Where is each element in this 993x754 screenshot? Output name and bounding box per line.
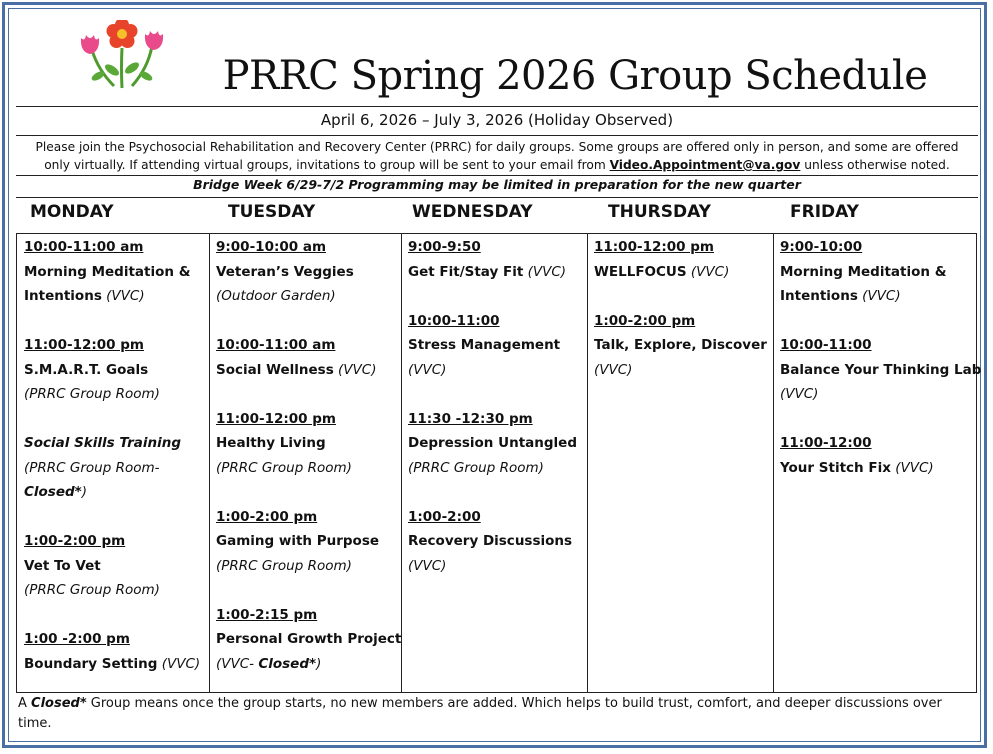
group-name: Get Fit/Stay Fit <box>408 263 524 280</box>
group-entry <box>24 529 200 603</box>
group-name: S.M.A.R.T. Goals <box>24 361 149 378</box>
group-time: 10:00-11:00 <box>408 312 500 329</box>
column-divider <box>773 233 774 693</box>
group-entry <box>408 309 577 383</box>
group-location: (VVC) <box>862 288 901 304</box>
group-location: (VVC) <box>408 361 447 378</box>
date-range: April 6, 2026 – July 3, 2026 (Holiday Observed) <box>320 111 674 129</box>
group-name: Personal Growth Project <box>216 631 402 647</box>
day-header-friday: FRIDAY <box>790 202 859 222</box>
group-name: Vet To Vet <box>24 557 101 574</box>
group-name: Talk, Explore, Discover <box>594 337 767 353</box>
group-name: Morning Meditation & <box>780 263 947 280</box>
group-location: (PRRC Group Room) <box>216 459 352 476</box>
group-entry <box>216 603 401 677</box>
group-name: Morning Meditation & <box>24 263 191 280</box>
group-location: (VVC) <box>780 386 819 402</box>
friday-column <box>780 235 981 505</box>
group-location-end: ) <box>81 484 88 500</box>
group-location: (PRRC Group Room) <box>24 582 160 598</box>
group-location: (VVC- <box>216 655 259 672</box>
group-time: 10:00-11:00 am <box>216 337 336 353</box>
monday-column <box>24 235 200 701</box>
group-entry <box>24 431 200 505</box>
footnote-text: Group means once the group starts, no new members are added. Which helps to build trust, comfort, and deeper discussions over time. <box>18 696 942 731</box>
group-location: (PRRC Group Room) <box>24 386 160 402</box>
closed-group-footnote <box>18 694 978 734</box>
group-time: 10:00-11:00 <box>780 337 872 353</box>
group-name: WELLFOCUS <box>594 263 687 280</box>
intro-text-end: unless otherwise noted. <box>800 158 950 172</box>
intro-text-start: Please join the Psychosocial Rehabilitation and Recovery Center (PRRC) for daily groups. Some groups are offered only in person, and some are offered only virtually. If attending virtual groups, invitations to group will be sent to your email from <box>35 140 959 172</box>
group-entry <box>780 431 981 480</box>
group-entry <box>24 235 200 309</box>
group-entry <box>408 235 577 284</box>
column-divider <box>587 233 588 693</box>
group-location-end: ) <box>316 655 322 672</box>
group-time: 10:00-11:00 am <box>24 239 144 255</box>
group-location: (PRRC Group Room- <box>24 459 160 476</box>
divider <box>16 135 978 136</box>
group-name: Intentions <box>24 288 102 304</box>
group-time: 1:00-2:00 <box>408 508 481 525</box>
group-name: Your Stitch Fix <box>780 459 891 476</box>
closed-marker: Closed* <box>24 484 82 500</box>
group-entry <box>780 333 981 407</box>
group-time: 9:00-9:50 <box>408 239 481 255</box>
group-time: 9:00-10:00 <box>780 239 863 255</box>
group-name: Stress Management <box>408 337 561 353</box>
bridge-week-note: Bridge Week 6/29-7/2 Programming may be limited in preparation for the new quarter <box>193 177 801 192</box>
email-link[interactable]: Video.Appointment@va.gov <box>609 158 801 172</box>
divider <box>16 106 978 107</box>
group-time: 11:00-12:00 pm <box>594 239 714 255</box>
group-name: Depression Untangled <box>408 435 577 451</box>
closed-marker: Closed* <box>258 655 317 672</box>
group-entry <box>408 407 577 481</box>
group-name: Boundary Setting <box>24 655 158 672</box>
tuesday-column <box>216 235 401 701</box>
group-time: 11:30 -12:30 pm <box>408 410 533 427</box>
day-header-thursday: THURSDAY <box>608 202 711 222</box>
group-location: (Outdoor Garden) <box>216 288 336 304</box>
group-time: 9:00-10:00 am <box>216 239 327 255</box>
group-name: Gaming with Purpose <box>216 533 380 549</box>
day-header-wednesday: WEDNESDAY <box>412 202 533 222</box>
group-entry <box>216 333 401 382</box>
group-name: Recovery Discussions <box>408 533 573 549</box>
closed-marker: Closed* <box>31 696 87 711</box>
group-name: Social Wellness <box>216 361 334 378</box>
group-time: 11:00-12:00 pm <box>216 410 336 427</box>
group-location: (PRRC Group Room) <box>408 459 544 476</box>
divider <box>16 197 978 198</box>
group-time: 11:00-12:00 <box>780 435 872 451</box>
group-name: Healthy Living <box>216 435 326 451</box>
group-location: (VVC) <box>338 361 377 378</box>
footnote-prefix: A <box>18 696 32 711</box>
group-time: 1:00 -2:00 pm <box>24 631 130 647</box>
group-entry <box>780 235 981 309</box>
group-time: 1:00-2:00 pm <box>216 508 318 525</box>
group-name: Balance Your Thinking Lab <box>780 361 982 378</box>
group-location: (VVC) <box>161 655 201 672</box>
page-title: PRRC Spring 2026 Group Schedule <box>222 53 928 99</box>
group-time: 1:00-2:15 pm <box>216 606 318 623</box>
flowers-icon <box>74 20 170 90</box>
intro-text <box>22 138 972 174</box>
group-entry <box>24 333 200 407</box>
group-time: 1:00-2:00 pm <box>24 533 126 549</box>
group-name: Social Skills Training <box>24 435 182 451</box>
group-entry <box>216 235 401 309</box>
group-location: (PRRC Group Room) <box>216 557 352 574</box>
group-location: (VVC) <box>895 459 934 476</box>
group-entry <box>24 627 200 676</box>
group-location: (VVC) <box>594 361 633 378</box>
day-header-monday: MONDAY <box>30 202 114 222</box>
group-location: (VVC) <box>527 263 567 280</box>
day-header-tuesday: TUESDAY <box>228 202 316 222</box>
group-location: (VVC) <box>106 288 145 304</box>
group-entry <box>594 309 767 383</box>
group-entry <box>216 505 401 579</box>
group-name: Intentions <box>780 288 858 304</box>
group-entry <box>216 407 401 481</box>
thursday-column <box>594 235 767 407</box>
wednesday-column <box>408 235 577 603</box>
group-location: (VVC) <box>408 557 447 574</box>
group-time: 11:00-12:00 pm <box>24 337 144 353</box>
group-location: (VVC) <box>690 263 730 280</box>
group-name: Veteran’s Veggies <box>216 263 354 280</box>
group-entry <box>594 235 767 284</box>
group-entry <box>408 505 577 579</box>
group-time: 1:00-2:00 pm <box>594 312 696 329</box>
column-divider <box>209 233 210 693</box>
